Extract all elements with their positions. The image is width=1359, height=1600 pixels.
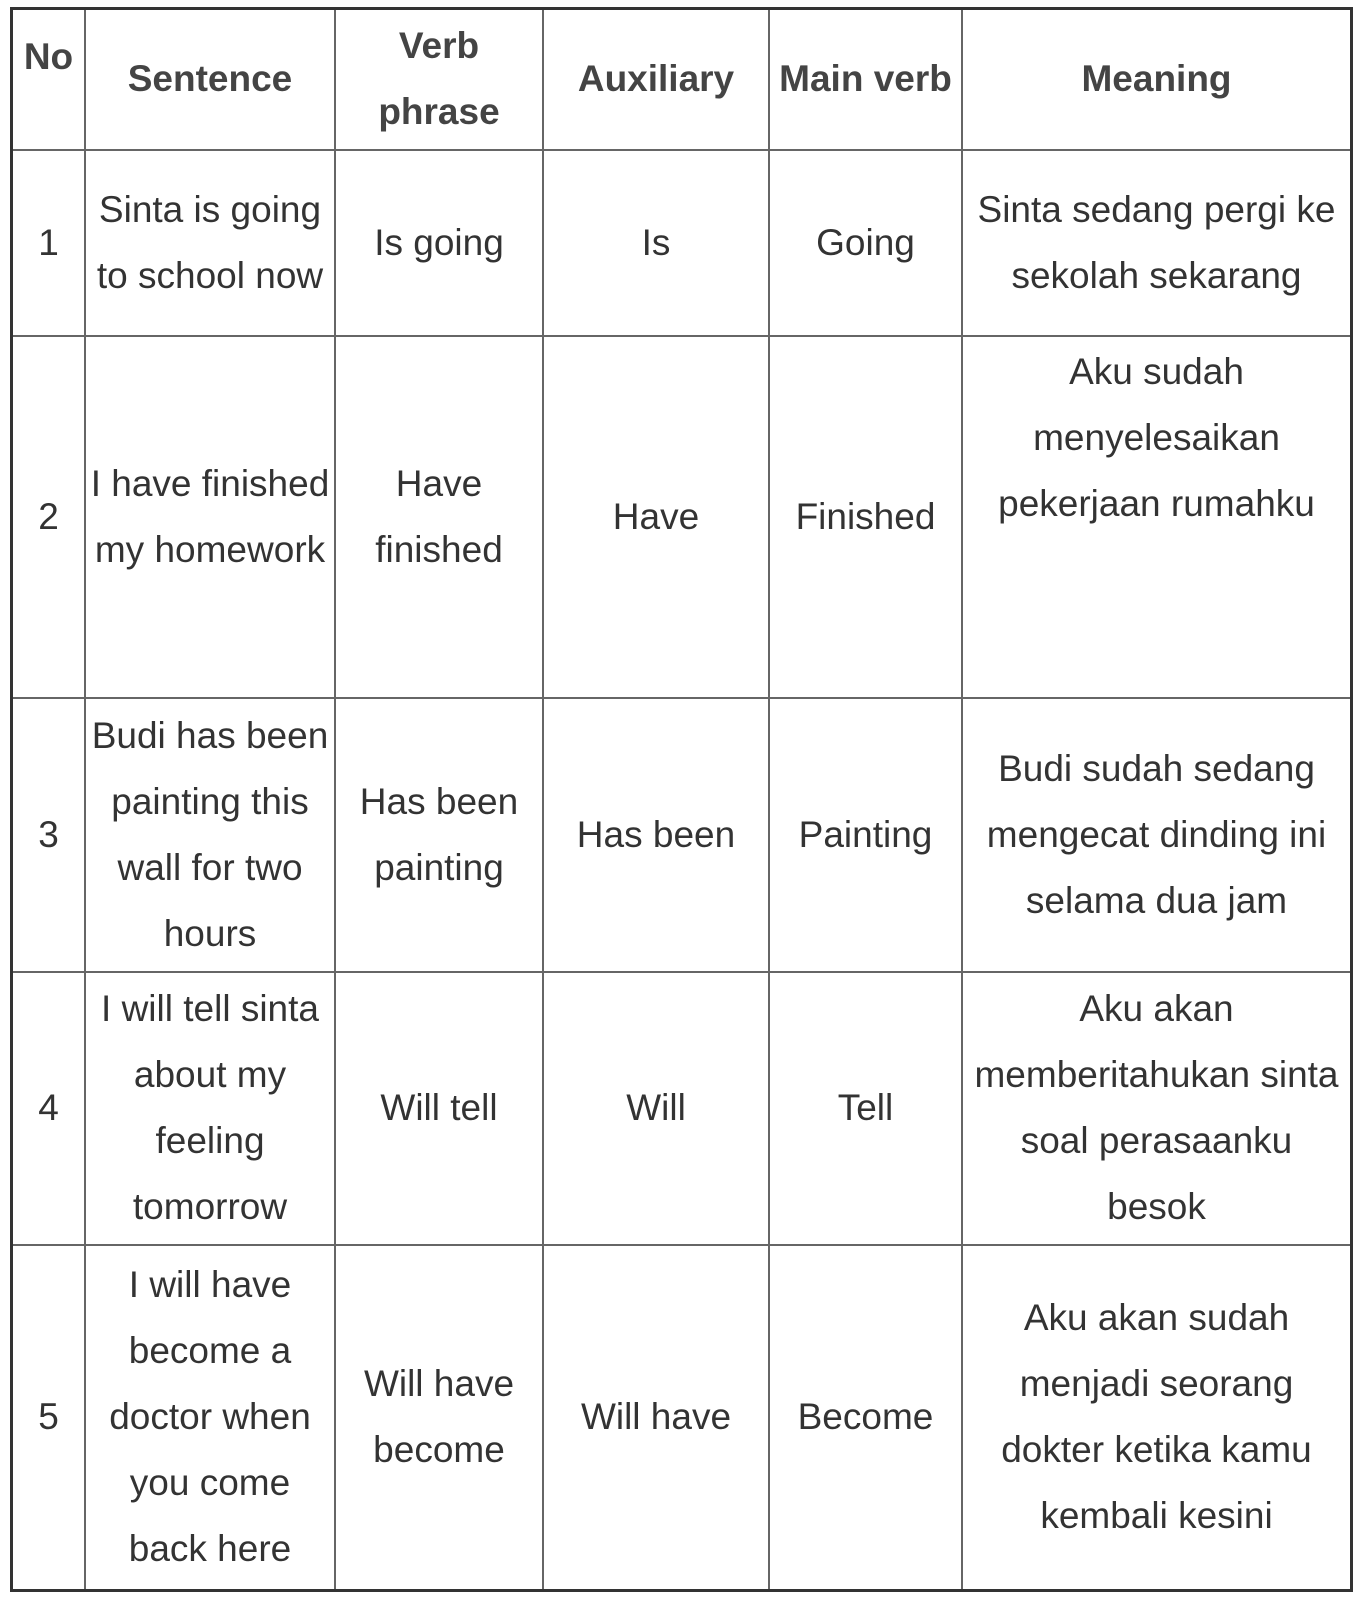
cell-meaning: Aku sudah menyelesaikan pekerjaan rumahku bbox=[962, 336, 1350, 698]
cell-main-verb: Finished bbox=[769, 336, 962, 698]
cell-verb-phrase: Will have become bbox=[335, 1245, 543, 1589]
header-auxiliary: Auxiliary bbox=[543, 10, 769, 150]
verb-phrase-table bbox=[13, 10, 1350, 1589]
header-meaning: Meaning bbox=[962, 10, 1350, 150]
cell-verb-phrase: Will tell bbox=[335, 972, 543, 1245]
cell-main-verb: Tell bbox=[769, 972, 962, 1245]
table-row bbox=[13, 336, 1350, 698]
cell-main-verb: Painting bbox=[769, 698, 962, 971]
cell-meaning: Aku akan sudah menjadi seorang dokter ketika kamu kembali kesini bbox=[962, 1245, 1350, 1589]
cell-sentence: I will tell sinta about my feeling tomorrow bbox=[85, 972, 335, 1245]
cell-auxiliary: Has been bbox=[543, 698, 769, 971]
cell-no: 3 bbox=[13, 698, 85, 971]
cell-auxiliary: Will have bbox=[543, 1245, 769, 1589]
cell-main-verb: Become bbox=[769, 1245, 962, 1589]
header-verb-phrase: Verb phrase bbox=[335, 10, 543, 150]
table-row bbox=[13, 698, 1350, 971]
cell-meaning: Budi sudah sedang mengecat dinding ini selama dua jam bbox=[962, 698, 1350, 971]
header-no: No bbox=[13, 10, 85, 150]
table-header-row bbox=[13, 10, 1350, 150]
cell-no: 2 bbox=[13, 336, 85, 698]
cell-auxiliary: Have bbox=[543, 336, 769, 698]
cell-no: 5 bbox=[13, 1245, 85, 1589]
cell-auxiliary: Will bbox=[543, 972, 769, 1245]
header-main-verb: Main verb bbox=[769, 10, 962, 150]
table-row bbox=[13, 972, 1350, 1245]
table-row bbox=[13, 1245, 1350, 1589]
cell-verb-phrase: Has been painting bbox=[335, 698, 543, 971]
cell-no: 1 bbox=[13, 150, 85, 336]
cell-sentence: I have finished my homework bbox=[85, 336, 335, 698]
cell-meaning: Aku akan memberitahukan sinta soal perasaanku besok bbox=[962, 972, 1350, 1245]
verb-phrase-table-container bbox=[10, 7, 1353, 1592]
cell-sentence: Budi has been painting this wall for two hours bbox=[85, 698, 335, 971]
cell-no: 4 bbox=[13, 972, 85, 1245]
cell-verb-phrase: Is going bbox=[335, 150, 543, 336]
table-row bbox=[13, 150, 1350, 336]
cell-sentence: Sinta is going to school now bbox=[85, 150, 335, 336]
cell-verb-phrase: Have finished bbox=[335, 336, 543, 698]
cell-meaning: Sinta sedang pergi ke sekolah sekarang bbox=[962, 150, 1350, 336]
cell-auxiliary: Is bbox=[543, 150, 769, 336]
cell-sentence: I will have become a doctor when you come back here bbox=[85, 1245, 335, 1589]
cell-main-verb: Going bbox=[769, 150, 962, 336]
header-sentence: Sentence bbox=[85, 10, 335, 150]
